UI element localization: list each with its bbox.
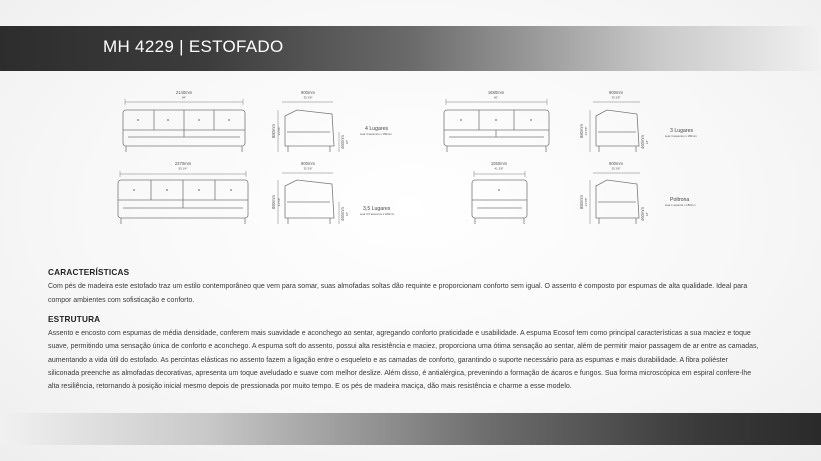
- footer-band: [0, 413, 821, 445]
- m3-seat-label: 460mm: [340, 207, 345, 221]
- m4-seat-label: 460mm: [640, 207, 645, 221]
- m4-height-sub: 34 5/8": [584, 197, 588, 207]
- sofa-side-3-5-lugares: [278, 173, 339, 224]
- m1-depth-sub: 35 3/8": [303, 95, 313, 100]
- m1-model-name: 4 Lugares: [365, 126, 389, 132]
- m4-depth-label: 900mm: [609, 161, 623, 166]
- m3-depth-label: 900mm: [301, 161, 315, 166]
- drawings-canvas: [0, 80, 821, 260]
- m3-depth-sub: 35 3/8": [303, 166, 313, 171]
- m3-width-sub: 93 1/4": [178, 166, 188, 171]
- m1-seat-label: 460mm: [340, 135, 345, 149]
- estrutura-text: Assento e encosto com espumas de média densidade, conferem mais suavidade e aconchego ao sentar, agregando conforto praticidade e usabilidade. A espuma Ecosof tem como principal características a sua maciez e toque suave, permitindo uma sensação única de conforto e aconchego. A espuma soft do assento, possui alta resistência e maciez, proporciona uma ótima sensação ao sentar, além de permitir maior passagem de ar entre as camadas, aumentando a vida útil do estofado. As percintas elásticas no assento fazem a ligação entre o esqueleto e as camadas de conforto, garantindo o suporte necessário para as espumas e mais durabilidade. A fibra poliéster siliconada preenche as almofadas decorativas, apresenta um toque aveludado e suave com melhor deslize. Além disso, é antialérgica, prevenindo a formação de ácaros e fungos. Sua forma microscópica em espiral confere-lhe alta resiliência, retornando à posição inicial mesmo depois de pressionada por muito tempo. E os pés de madeira maciça, dão mais resistência e charme a esse modelo.: [48, 330, 759, 391]
- armchair-side-poltrona: [590, 173, 640, 224]
- m2-depth-label: 900mm: [609, 90, 623, 95]
- technical-drawings: [0, 80, 821, 260]
- m1-model-desc: seat 4 assentos x 180mm: [360, 132, 392, 136]
- m2-height-label: 880mm: [579, 124, 584, 138]
- sofa-front-3-lugares: [444, 99, 549, 152]
- m1-seat-sub: 18": [345, 139, 349, 145]
- m3-height-sub: 34 5/8": [277, 197, 281, 207]
- m4-height-label: 880mm: [579, 195, 584, 209]
- m2-depth-sub: 35 3/8": [611, 95, 621, 100]
- m2-seat-sub: 18": [645, 139, 649, 145]
- m4-width-sub: 41 3/8": [494, 166, 504, 171]
- m1-depth-label: 900mm: [301, 90, 315, 95]
- m4-seat-sub: 18": [645, 211, 649, 217]
- m3-width-label: 2370mm: [174, 161, 192, 166]
- caracteristicas-text: Com pés de madeira este estofado traz um estilo contemporâneo que vem para somar, suas almofadas soltas dão requinte e proporcionam conforto sem igual. O assento é composto por espumas de alta qualidade. Ideal para compor ambientes com sofisticação e conforto.: [48, 283, 748, 304]
- m3-seat-sub: 18": [345, 211, 349, 217]
- m2-model-name: 3 Lugares: [670, 128, 694, 134]
- page-title: MH 4229 | ESTOFADO: [103, 37, 284, 56]
- sofa-side-3-lugares: [590, 102, 640, 152]
- m2-height-sub: 34 5/8": [584, 126, 588, 136]
- m4-model-name: Poltrona: [670, 197, 690, 203]
- m3-model-name: 3,5 Lugares: [363, 206, 391, 212]
- sofa-front-3-5-lugares: [118, 171, 248, 224]
- m2-seat-label: 460mm: [640, 135, 645, 149]
- m3-height-label: 880mm: [271, 195, 276, 209]
- m1-width-label: 2140mm: [175, 90, 193, 95]
- sofa-front-4-lugares: [123, 99, 245, 152]
- m1-height-label: 880mm: [271, 124, 276, 138]
- m1-width-sub: 84": [181, 95, 187, 100]
- m2-width-sub: 66": [493, 95, 499, 100]
- caracteristicas-heading: CARACTERÍSTICAS: [48, 268, 130, 277]
- m2-width-label: 1680mm: [487, 90, 505, 95]
- description-block: [48, 266, 760, 394]
- m4-width-label: 1050mm: [490, 161, 508, 166]
- m2-model-desc: seat 3 assentos x 180mm: [665, 134, 697, 138]
- m4-depth-sub: 35 3/8": [611, 166, 621, 171]
- m1-height-sub: 34 5/8": [277, 126, 281, 136]
- estrutura-heading: ESTRUTURA: [48, 314, 101, 324]
- m3-model-desc: seat 3,5 assentos x 180mm: [360, 212, 395, 216]
- m4-model-desc: seat 1 assento x 180mm: [665, 203, 696, 207]
- armchair-front-poltrona: [472, 171, 527, 224]
- sofa-side-4-lugares: [278, 102, 339, 152]
